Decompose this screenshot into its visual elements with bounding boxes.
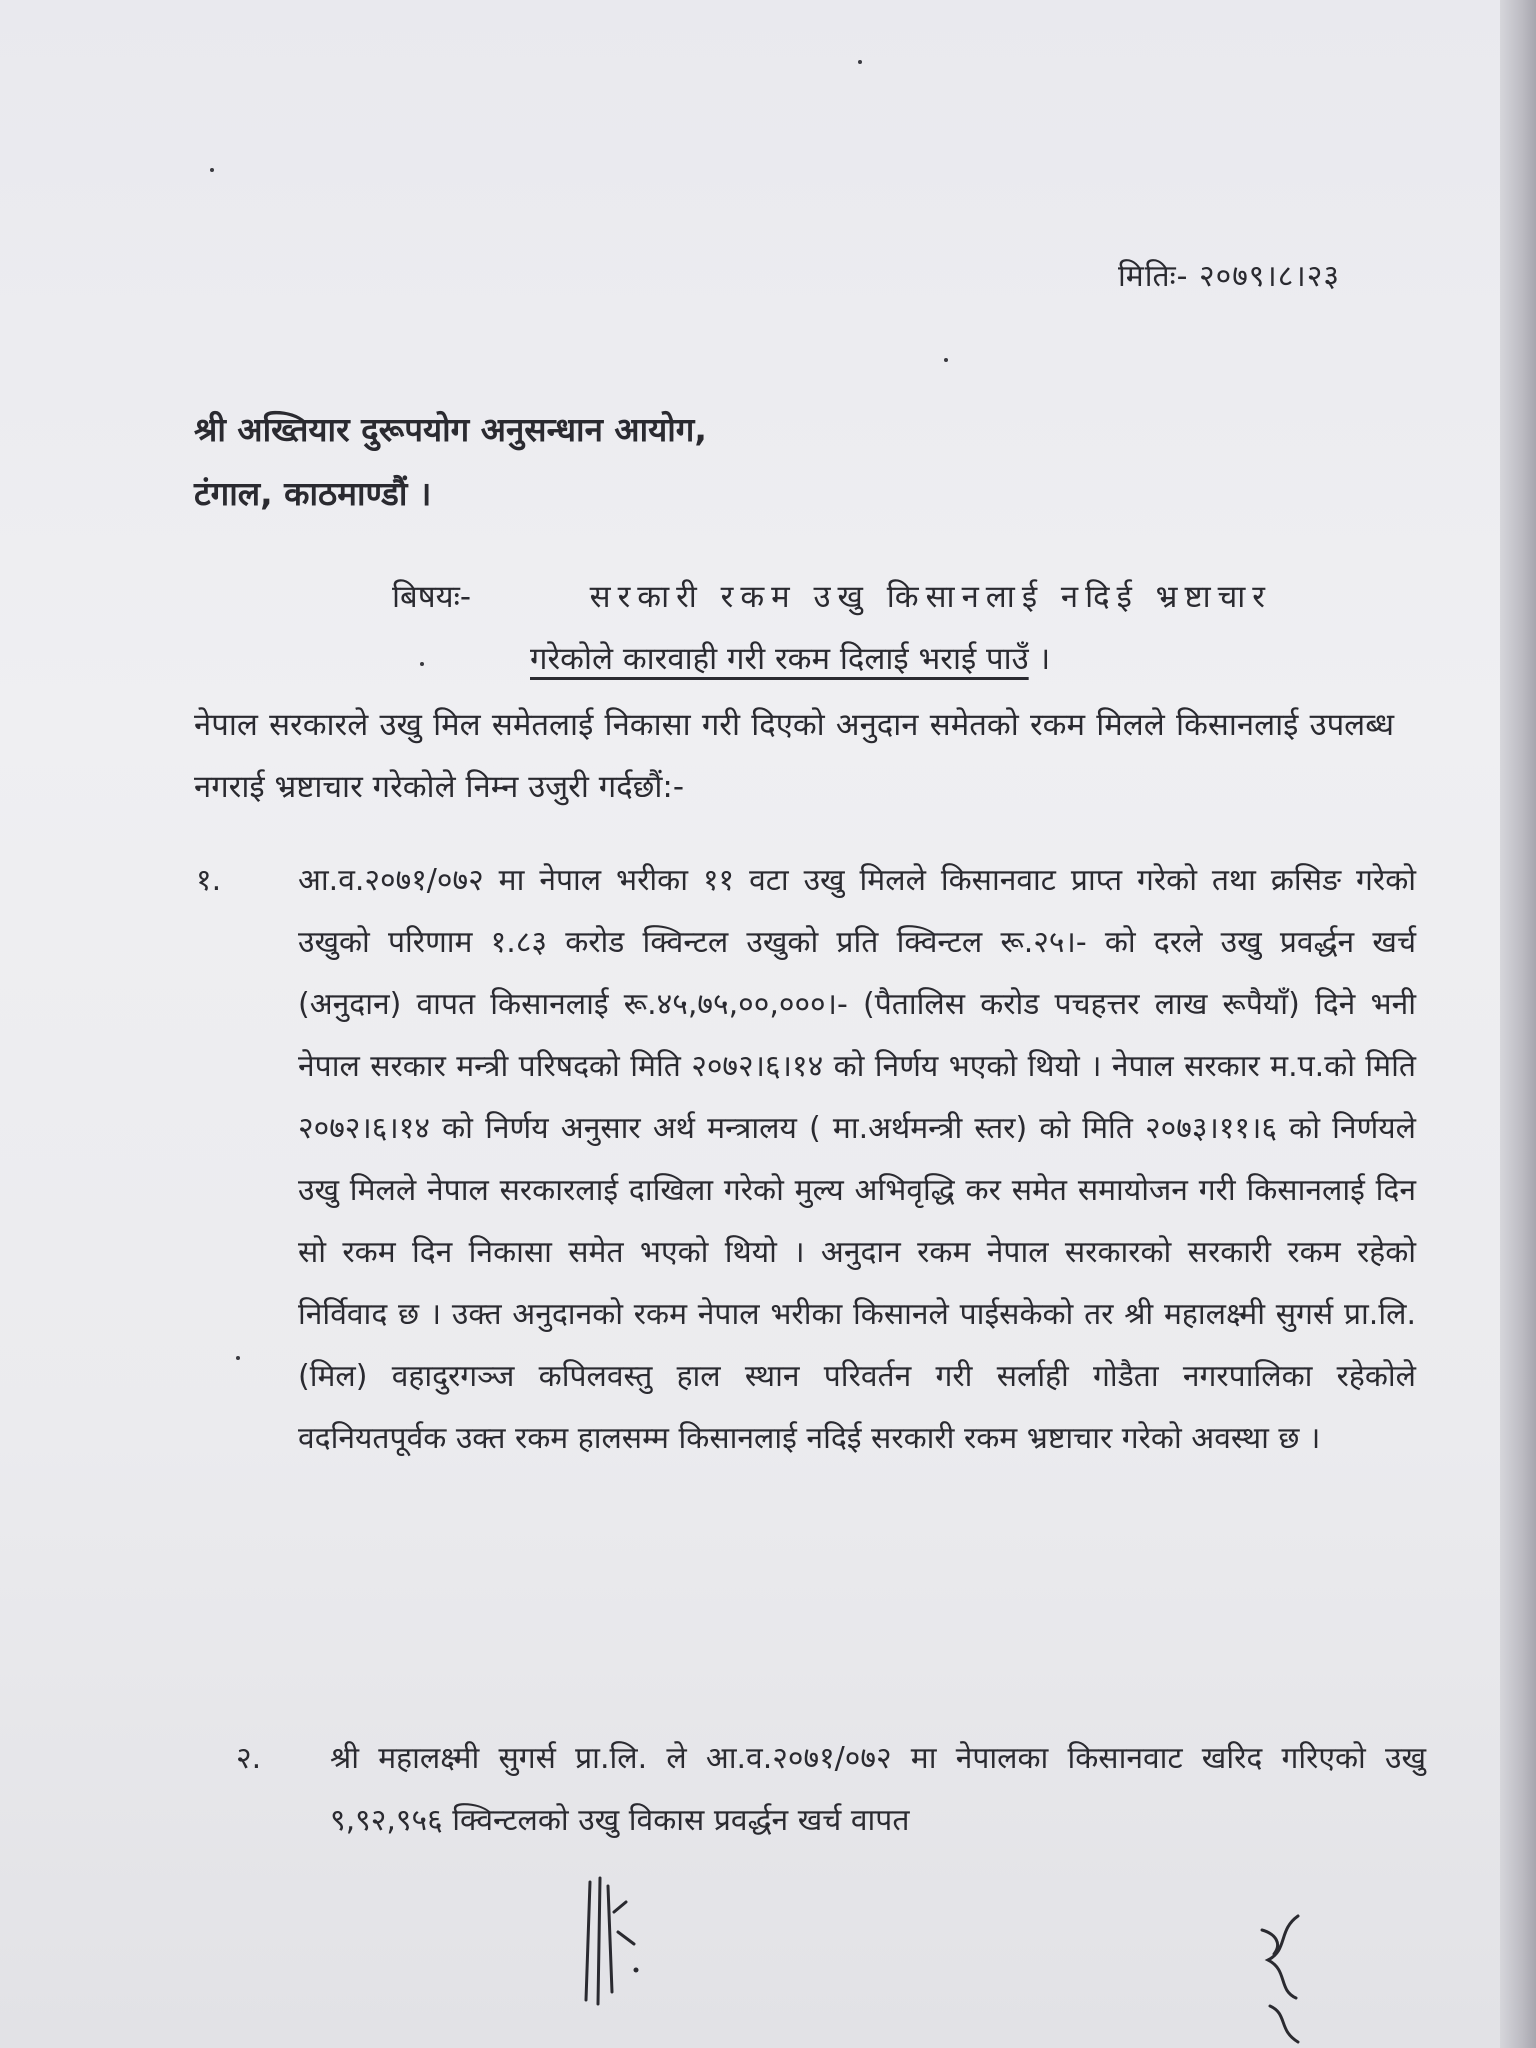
point-1-number: १.: [196, 863, 222, 898]
addressee-line-2: टंगाल, काठमाण्डौं ।: [194, 474, 432, 513]
paper-speck: [210, 168, 214, 172]
subject-line-1-row: [392, 566, 1272, 628]
addressee: [194, 398, 707, 526]
point-2-number: २.: [236, 1741, 262, 1776]
paper-speck: [420, 662, 424, 666]
subject-end: ।: [1028, 641, 1051, 677]
subject-line-2-row: [392, 628, 1272, 690]
letter-date: मितिः- २०७९।८।२३: [1118, 259, 1340, 294]
signature-mark-right: [1248, 1910, 1318, 2048]
point-2-text: श्री महालक्ष्मी सुगर्स प्रा.लि. ले आ.व.२०७१/०७२ मा नेपालका किसानवाट खरिद गरिएको उखु ९,९२,९५६ क्विन्टलको उखु विकास प्रवर्द्धन खर्च वापत: [330, 1741, 1426, 1838]
subject-label: बिषयः-: [392, 579, 472, 615]
subject-block: [392, 566, 1272, 690]
paper-speck: [236, 1356, 240, 1360]
addressee-line-1: श्री अख्तियार दुरूपयोग अनुसन्धान आयोग,: [194, 410, 707, 449]
point-1-text: आ.व.२०७१/०७२ मा नेपाल भरीका ११ वटा उखु मिलले किसानवाट प्राप्त गरेको तथा क्रसिङ गरेको उखुको परिणाम १.८३ करोड क्विन्टल उखुको प्रति क्विन्टल रू.२५।- को दरले उखु प्रवर्द्धन खर्च (अनुदान) वापत किसानलाई रू.४५,७५,००,०००।- (पैतालिस करोड पचहत्तर लाख रूपैयाँ) दिने भनी नेपाल सरकार मन्त्री परिषदको मिति २०७२।६।१४ को निर्णय भएको थियो । नेपाल सरकार म.प.को मिति २०७२।६।१४ को निर्णय अनुसार अर्थ मन्त्रालय ( मा.अर्थमन्त्री स्तर) को मिति २०७३।११।६ को निर्णयले उखु मिलले नेपाल सरकारलाई दाखिला गरेको मुल्य अभिवृद्धि कर समेत समायोजन गरी किसानलाई दिन सो रकम दिन निकासा समेत भएको थियो । अनुदान रकम नेपाल सरकारको सरकारी रकम रहेको निर्विवाद छ । उक्त अनुदानको रकम नेपाल भरीका किसानले पाईसकेको तर श्री महालक्ष्मी सुगर्स प्रा.लि. (मिल) वहादुरगञ्ज कपिलवस्तु हाल स्थान परिवर्तन गरी सर्लाही गोडैता नगरपालिका रहेकोले वदनियतपूर्वक उक्त रकम हालसम्म किसानलाई नदिई सरकारी रकम भ्रष्टाचार गरेको अवस्था छ ।: [298, 863, 1416, 1456]
subject-line-1: सरकारी रकम उखु किसानलाई नदिई भ्रष्टाचार: [589, 579, 1272, 615]
paper-speck: [858, 60, 862, 64]
signature-mark-left: [578, 1872, 648, 2012]
intro-paragraph: नेपाल सरकारले उखु मिल समेतलाई निकासा गरी दिएको अनुदान समेतको रकम मिलले किसानलाई उपलब्ध नगराई भ्रष्टाचार गरेकोले निम्न उजुरी गर्दछौं:-: [194, 707, 1394, 805]
subject-line-2: गरेकोले कारवाही गरी रकम दिलाई भराई पाउँ: [530, 641, 1029, 677]
paper-speck: [944, 358, 948, 362]
page-edge-background: [1500, 0, 1536, 2048]
